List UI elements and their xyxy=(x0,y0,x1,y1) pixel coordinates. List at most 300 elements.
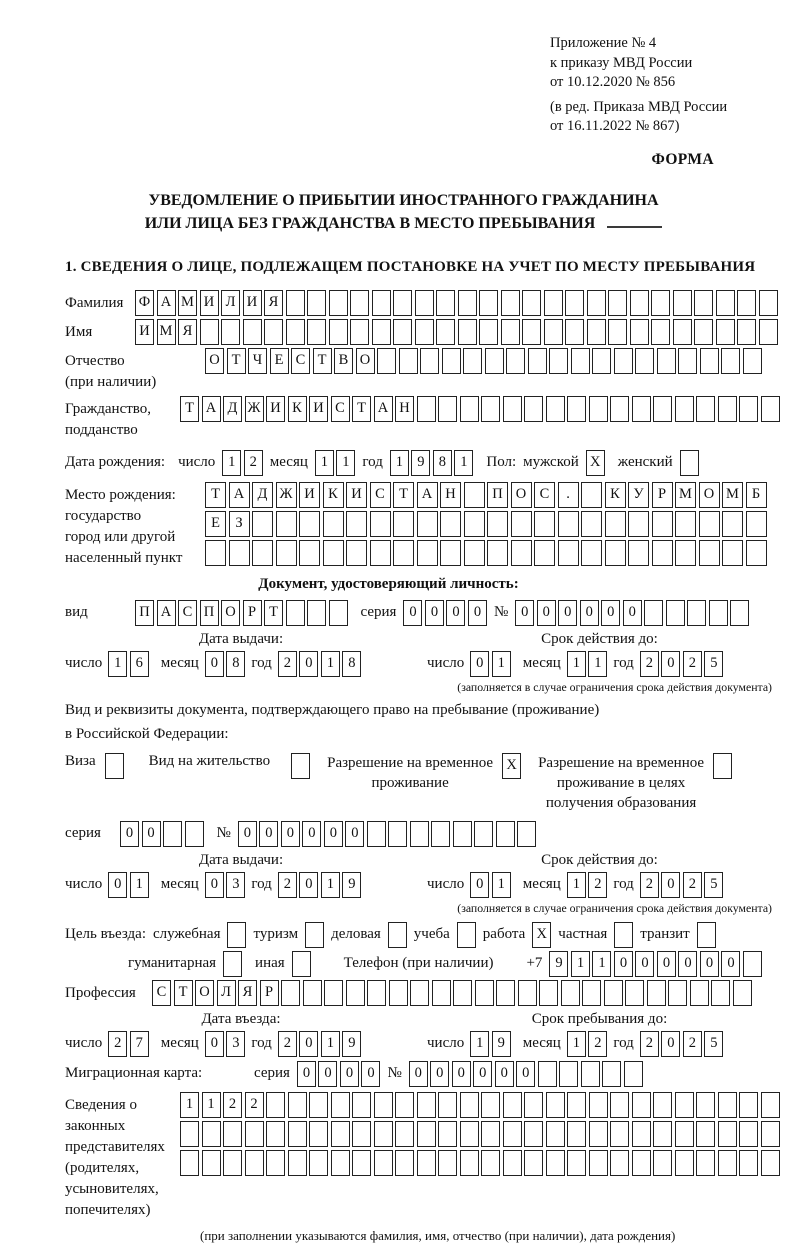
char-box[interactable] xyxy=(243,319,262,345)
char-box[interactable] xyxy=(528,348,547,374)
char-box[interactable] xyxy=(252,511,273,537)
char-box[interactable] xyxy=(694,290,713,316)
char-box[interactable] xyxy=(180,1121,199,1147)
char-box[interactable] xyxy=(739,1121,758,1147)
char-box[interactable] xyxy=(524,1092,543,1118)
char-box[interactable] xyxy=(415,319,434,345)
char-box[interactable]: 0 xyxy=(721,951,740,977)
char-box[interactable] xyxy=(565,290,584,316)
char-box[interactable]: 2 xyxy=(278,1031,297,1057)
char-box[interactable]: 0 xyxy=(657,951,676,977)
char-box[interactable]: С xyxy=(534,482,555,508)
char-box[interactable] xyxy=(457,922,476,948)
char-box[interactable] xyxy=(653,1150,672,1176)
char-box[interactable]: 0 xyxy=(678,951,697,977)
char-box[interactable]: 1 xyxy=(454,450,473,476)
char-box[interactable]: Р xyxy=(243,600,262,626)
char-box[interactable] xyxy=(370,511,391,537)
char-box[interactable] xyxy=(675,540,696,566)
char-box[interactable]: Р xyxy=(652,482,673,508)
char-box[interactable]: С xyxy=(291,348,310,374)
char-box[interactable]: Т xyxy=(393,482,414,508)
char-box[interactable] xyxy=(651,290,670,316)
char-box[interactable] xyxy=(309,1092,328,1118)
char-box[interactable] xyxy=(630,319,649,345)
char-box[interactable] xyxy=(352,1121,371,1147)
char-box[interactable]: Я xyxy=(178,319,197,345)
char-box[interactable]: 1 xyxy=(470,1031,489,1057)
char-box[interactable] xyxy=(417,1092,436,1118)
char-box[interactable]: 0 xyxy=(297,1061,316,1087)
char-box[interactable] xyxy=(673,290,692,316)
char-box[interactable] xyxy=(227,922,246,948)
char-box[interactable] xyxy=(506,348,525,374)
char-box[interactable] xyxy=(644,600,663,626)
char-box[interactable] xyxy=(331,1092,350,1118)
char-box[interactable]: О xyxy=(699,482,720,508)
char-box[interactable] xyxy=(534,540,555,566)
char-box[interactable] xyxy=(286,600,305,626)
char-box[interactable] xyxy=(694,319,713,345)
char-box[interactable] xyxy=(377,348,396,374)
char-box[interactable]: Ж xyxy=(276,482,297,508)
char-box[interactable] xyxy=(487,511,508,537)
char-box[interactable]: Т xyxy=(180,396,199,422)
char-box[interactable]: И xyxy=(266,396,285,422)
char-box[interactable] xyxy=(696,1121,715,1147)
char-box[interactable] xyxy=(675,396,694,422)
char-box[interactable]: 2 xyxy=(640,1031,659,1057)
char-box[interactable] xyxy=(657,348,676,374)
char-box[interactable] xyxy=(479,319,498,345)
char-box[interactable]: 2 xyxy=(640,651,659,677)
char-box[interactable] xyxy=(524,396,543,422)
char-box[interactable]: 1 xyxy=(390,450,409,476)
char-box[interactable]: 9 xyxy=(342,1031,361,1057)
char-box[interactable]: 9 xyxy=(342,872,361,898)
char-box[interactable] xyxy=(759,290,778,316)
char-box[interactable]: О xyxy=(221,600,240,626)
char-box[interactable] xyxy=(678,348,697,374)
char-box[interactable]: 2 xyxy=(245,1092,264,1118)
char-box[interactable]: 0 xyxy=(299,872,318,898)
char-box[interactable] xyxy=(610,1150,629,1176)
char-box[interactable]: О xyxy=(195,980,214,1006)
char-box[interactable]: К xyxy=(605,482,626,508)
char-box[interactable] xyxy=(690,980,709,1006)
char-box[interactable] xyxy=(503,1121,522,1147)
char-box[interactable] xyxy=(389,980,408,1006)
char-box[interactable] xyxy=(761,1121,780,1147)
char-box[interactable] xyxy=(546,1150,565,1176)
char-box[interactable] xyxy=(205,540,226,566)
char-box[interactable] xyxy=(675,1121,694,1147)
char-box[interactable] xyxy=(722,511,743,537)
char-box[interactable] xyxy=(221,319,240,345)
char-box[interactable] xyxy=(699,511,720,537)
char-box[interactable]: С xyxy=(178,600,197,626)
char-box[interactable] xyxy=(610,1092,629,1118)
char-box[interactable] xyxy=(517,821,536,847)
char-box[interactable]: Е xyxy=(205,511,226,537)
char-box[interactable]: О xyxy=(356,348,375,374)
char-box[interactable] xyxy=(367,980,386,1006)
char-box[interactable]: М xyxy=(722,482,743,508)
char-box[interactable]: 0 xyxy=(430,1061,449,1087)
char-box[interactable] xyxy=(202,1150,221,1176)
char-box[interactable]: 2 xyxy=(683,651,702,677)
char-box[interactable] xyxy=(546,1121,565,1147)
char-box[interactable] xyxy=(464,540,485,566)
char-box[interactable] xyxy=(718,1121,737,1147)
char-box[interactable] xyxy=(652,511,673,537)
char-box[interactable] xyxy=(739,1092,758,1118)
char-box[interactable] xyxy=(410,821,429,847)
char-box[interactable] xyxy=(346,511,367,537)
char-box[interactable]: 1 xyxy=(567,872,586,898)
char-box[interactable] xyxy=(331,1150,350,1176)
char-box[interactable]: 2 xyxy=(640,872,659,898)
char-box[interactable] xyxy=(721,348,740,374)
char-box[interactable]: И xyxy=(243,290,262,316)
char-box[interactable]: 0 xyxy=(299,651,318,677)
char-box[interactable] xyxy=(281,980,300,1006)
char-box[interactable] xyxy=(567,1092,586,1118)
char-box[interactable] xyxy=(635,348,654,374)
char-box[interactable]: 1 xyxy=(130,872,149,898)
char-box[interactable] xyxy=(286,290,305,316)
char-box[interactable] xyxy=(374,1150,393,1176)
char-box[interactable] xyxy=(737,319,756,345)
char-box[interactable]: 0 xyxy=(403,600,422,626)
char-box[interactable]: X xyxy=(502,753,521,779)
char-box[interactable]: В xyxy=(334,348,353,374)
char-box[interactable] xyxy=(558,540,579,566)
char-box[interactable]: 0 xyxy=(515,600,534,626)
char-box[interactable]: 9 xyxy=(549,951,568,977)
char-box[interactable] xyxy=(759,319,778,345)
char-box[interactable] xyxy=(223,1121,242,1147)
char-box[interactable] xyxy=(733,980,752,1006)
char-box[interactable]: 1 xyxy=(180,1092,199,1118)
char-box[interactable] xyxy=(420,348,439,374)
char-box[interactable] xyxy=(632,1121,651,1147)
char-box[interactable] xyxy=(761,396,780,422)
char-box[interactable]: 1 xyxy=(567,651,586,677)
char-box[interactable] xyxy=(653,1092,672,1118)
char-box[interactable] xyxy=(395,1150,414,1176)
char-box[interactable]: 5 xyxy=(704,872,723,898)
char-box[interactable] xyxy=(431,821,450,847)
char-box[interactable] xyxy=(432,980,451,1006)
char-box[interactable]: 0 xyxy=(516,1061,535,1087)
char-box[interactable]: 9 xyxy=(411,450,430,476)
char-box[interactable]: Д xyxy=(223,396,242,422)
char-box[interactable] xyxy=(605,511,626,537)
char-box[interactable] xyxy=(350,319,369,345)
char-box[interactable] xyxy=(417,511,438,537)
char-box[interactable]: 1 xyxy=(321,1031,340,1057)
char-box[interactable] xyxy=(288,1121,307,1147)
char-box[interactable]: А xyxy=(229,482,250,508)
char-box[interactable]: О xyxy=(511,482,532,508)
char-box[interactable] xyxy=(291,753,310,779)
char-box[interactable]: М xyxy=(178,290,197,316)
char-box[interactable] xyxy=(632,396,651,422)
char-box[interactable] xyxy=(675,1092,694,1118)
char-box[interactable] xyxy=(370,540,391,566)
char-box[interactable]: Л xyxy=(221,290,240,316)
char-box[interactable] xyxy=(522,319,541,345)
char-box[interactable]: 0 xyxy=(425,600,444,626)
char-box[interactable]: К xyxy=(288,396,307,422)
char-box[interactable]: И xyxy=(309,396,328,422)
char-box[interactable] xyxy=(303,980,322,1006)
char-box[interactable]: А xyxy=(202,396,221,422)
char-box[interactable] xyxy=(581,482,602,508)
char-box[interactable] xyxy=(739,396,758,422)
char-box[interactable] xyxy=(487,540,508,566)
char-box[interactable] xyxy=(610,1121,629,1147)
char-box[interactable] xyxy=(264,319,283,345)
char-box[interactable]: С xyxy=(152,980,171,1006)
char-box[interactable] xyxy=(307,290,326,316)
char-box[interactable]: А xyxy=(374,396,393,422)
char-box[interactable] xyxy=(442,348,461,374)
char-box[interactable]: 0 xyxy=(361,1061,380,1087)
char-box[interactable] xyxy=(511,511,532,537)
char-box[interactable] xyxy=(496,821,515,847)
char-box[interactable] xyxy=(324,980,343,1006)
char-box[interactable] xyxy=(699,540,720,566)
char-box[interactable] xyxy=(503,1150,522,1176)
char-box[interactable] xyxy=(558,511,579,537)
char-box[interactable] xyxy=(440,511,461,537)
char-box[interactable] xyxy=(632,1092,651,1118)
char-box[interactable] xyxy=(587,290,606,316)
char-box[interactable]: С xyxy=(331,396,350,422)
char-box[interactable]: 1 xyxy=(315,450,334,476)
char-box[interactable]: 8 xyxy=(342,651,361,677)
char-box[interactable]: Т xyxy=(174,980,193,1006)
char-box[interactable] xyxy=(223,951,242,977)
char-box[interactable] xyxy=(539,980,558,1006)
char-box[interactable]: 9 xyxy=(492,1031,511,1057)
char-box[interactable] xyxy=(666,600,685,626)
char-box[interactable]: Н xyxy=(395,396,414,422)
char-box[interactable] xyxy=(393,290,412,316)
char-box[interactable] xyxy=(329,319,348,345)
char-box[interactable] xyxy=(589,1092,608,1118)
char-box[interactable] xyxy=(299,540,320,566)
char-box[interactable] xyxy=(687,600,706,626)
char-box[interactable] xyxy=(737,290,756,316)
char-box[interactable] xyxy=(307,319,326,345)
char-box[interactable]: X xyxy=(532,922,551,948)
char-box[interactable]: 3 xyxy=(226,872,245,898)
char-box[interactable]: П xyxy=(487,482,508,508)
char-box[interactable]: 0 xyxy=(409,1061,428,1087)
char-box[interactable] xyxy=(395,1121,414,1147)
char-box[interactable] xyxy=(352,1150,371,1176)
char-box[interactable] xyxy=(436,290,455,316)
char-box[interactable] xyxy=(352,1092,371,1118)
char-box[interactable]: Т xyxy=(205,482,226,508)
char-box[interactable]: 1 xyxy=(588,651,607,677)
char-box[interactable] xyxy=(350,290,369,316)
char-box[interactable] xyxy=(589,1150,608,1176)
char-box[interactable] xyxy=(625,980,644,1006)
char-box[interactable] xyxy=(438,1150,457,1176)
char-box[interactable] xyxy=(252,540,273,566)
char-box[interactable] xyxy=(417,396,436,422)
char-box[interactable]: Е xyxy=(270,348,289,374)
char-box[interactable]: Р xyxy=(260,980,279,1006)
char-box[interactable] xyxy=(675,511,696,537)
char-box[interactable]: Ф xyxy=(135,290,154,316)
char-box[interactable]: 0 xyxy=(446,600,465,626)
char-box[interactable] xyxy=(393,511,414,537)
char-box[interactable]: 6 xyxy=(130,651,149,677)
char-box[interactable] xyxy=(743,951,762,977)
char-box[interactable] xyxy=(503,396,522,422)
char-box[interactable]: Ч xyxy=(248,348,267,374)
char-box[interactable] xyxy=(288,1092,307,1118)
char-box[interactable]: Н xyxy=(440,482,461,508)
char-box[interactable]: 0 xyxy=(120,821,139,847)
char-box[interactable] xyxy=(628,540,649,566)
char-box[interactable] xyxy=(388,922,407,948)
char-box[interactable]: 0 xyxy=(452,1061,471,1087)
char-box[interactable] xyxy=(460,396,479,422)
char-box[interactable] xyxy=(460,1092,479,1118)
char-box[interactable]: А xyxy=(157,600,176,626)
char-box[interactable] xyxy=(475,980,494,1006)
char-box[interactable] xyxy=(565,319,584,345)
char-box[interactable] xyxy=(718,1092,737,1118)
char-box[interactable] xyxy=(761,1150,780,1176)
char-box[interactable] xyxy=(668,980,687,1006)
char-box[interactable]: 0 xyxy=(495,1061,514,1087)
char-box[interactable] xyxy=(743,348,762,374)
char-box[interactable] xyxy=(481,1121,500,1147)
char-box[interactable] xyxy=(561,980,580,1006)
char-box[interactable]: 1 xyxy=(202,1092,221,1118)
char-box[interactable]: Я xyxy=(238,980,257,1006)
char-box[interactable]: 2 xyxy=(108,1031,127,1057)
char-box[interactable] xyxy=(292,951,311,977)
char-box[interactable]: 0 xyxy=(601,600,620,626)
char-box[interactable] xyxy=(549,348,568,374)
char-box[interactable] xyxy=(608,290,627,316)
char-box[interactable] xyxy=(393,319,412,345)
char-box[interactable] xyxy=(697,922,716,948)
char-box[interactable] xyxy=(464,482,485,508)
char-box[interactable]: 7 xyxy=(130,1031,149,1057)
char-box[interactable] xyxy=(538,1061,557,1087)
char-box[interactable] xyxy=(571,348,590,374)
char-box[interactable] xyxy=(567,1150,586,1176)
char-box[interactable] xyxy=(711,980,730,1006)
char-box[interactable] xyxy=(534,511,555,537)
char-box[interactable] xyxy=(438,1121,457,1147)
char-box[interactable]: 0 xyxy=(473,1061,492,1087)
char-box[interactable] xyxy=(696,396,715,422)
char-box[interactable] xyxy=(546,1092,565,1118)
char-box[interactable]: 1 xyxy=(592,951,611,977)
char-box[interactable]: З xyxy=(229,511,250,537)
char-box[interactable] xyxy=(331,1121,350,1147)
char-box[interactable]: 5 xyxy=(704,1031,723,1057)
char-box[interactable]: 0 xyxy=(661,651,680,677)
char-box[interactable]: 1 xyxy=(492,651,511,677)
char-box[interactable] xyxy=(581,511,602,537)
char-box[interactable] xyxy=(518,980,537,1006)
char-box[interactable]: 1 xyxy=(321,651,340,677)
char-box[interactable]: 0 xyxy=(340,1061,359,1087)
char-box[interactable] xyxy=(632,1150,651,1176)
char-box[interactable]: П xyxy=(135,600,154,626)
char-box[interactable]: К xyxy=(323,482,344,508)
char-box[interactable] xyxy=(399,348,418,374)
char-box[interactable]: 2 xyxy=(278,651,297,677)
char-box[interactable] xyxy=(374,1092,393,1118)
char-box[interactable]: 0 xyxy=(302,821,321,847)
char-box[interactable]: 0 xyxy=(661,1031,680,1057)
char-box[interactable] xyxy=(709,600,728,626)
char-box[interactable] xyxy=(675,1150,694,1176)
char-box[interactable] xyxy=(245,1150,264,1176)
char-box[interactable]: 1 xyxy=(321,872,340,898)
char-box[interactable] xyxy=(105,753,124,779)
char-box[interactable] xyxy=(346,540,367,566)
char-box[interactable] xyxy=(436,319,455,345)
char-box[interactable] xyxy=(453,980,472,1006)
char-box[interactable] xyxy=(716,290,735,316)
char-box[interactable]: 0 xyxy=(108,872,127,898)
char-box[interactable] xyxy=(647,980,666,1006)
char-box[interactable] xyxy=(614,348,633,374)
char-box[interactable] xyxy=(610,396,629,422)
char-box[interactable] xyxy=(481,1150,500,1176)
char-box[interactable] xyxy=(604,980,623,1006)
char-box[interactable]: 0 xyxy=(205,1031,224,1057)
char-box[interactable] xyxy=(544,319,563,345)
char-box[interactable] xyxy=(501,319,520,345)
char-box[interactable]: У xyxy=(628,482,649,508)
char-box[interactable] xyxy=(524,1150,543,1176)
char-box[interactable] xyxy=(415,290,434,316)
char-box[interactable]: Б xyxy=(746,482,767,508)
char-box[interactable]: 1 xyxy=(567,1031,586,1057)
char-box[interactable]: И xyxy=(346,482,367,508)
char-box[interactable]: 1 xyxy=(222,450,241,476)
char-box[interactable] xyxy=(393,540,414,566)
char-box[interactable]: 2 xyxy=(683,872,702,898)
char-box[interactable] xyxy=(309,1121,328,1147)
char-box[interactable] xyxy=(417,1121,436,1147)
char-box[interactable] xyxy=(522,290,541,316)
char-box[interactable] xyxy=(367,821,386,847)
char-box[interactable] xyxy=(761,1092,780,1118)
char-box[interactable]: 0 xyxy=(580,600,599,626)
char-box[interactable] xyxy=(223,1150,242,1176)
char-box[interactable]: И xyxy=(200,290,219,316)
char-box[interactable]: 0 xyxy=(661,872,680,898)
char-box[interactable]: 1 xyxy=(336,450,355,476)
char-box[interactable] xyxy=(511,540,532,566)
char-box[interactable] xyxy=(696,1150,715,1176)
